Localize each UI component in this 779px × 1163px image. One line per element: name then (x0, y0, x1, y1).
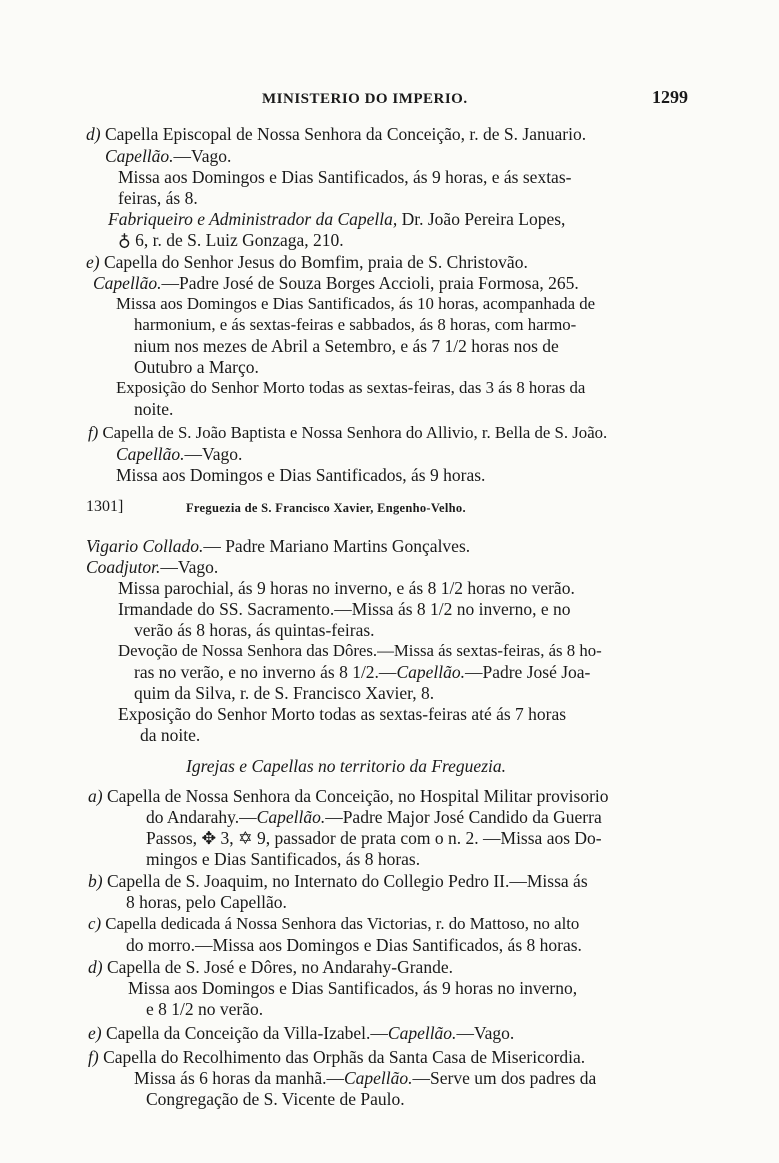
devocao-text: —Padre José Joa- (464, 662, 591, 682)
church-a-cont (146, 807, 602, 827)
capellao-label: Capellão. (93, 273, 162, 293)
order-cross-icon: ✥ (201, 828, 217, 848)
entry-title: Capella Episcopal de Nossa Senhora da Conceição, r. de S. Januario. (104, 124, 587, 144)
church-text: Capella da Conceição da Villa-Izabel.— (105, 1023, 388, 1043)
capellao-line (116, 444, 242, 464)
entry-e (86, 252, 528, 272)
coadjutor-value: —Vago. (160, 557, 219, 577)
church-text: Capella de Nossa Senhora da Conceição, no Hospital Militar provisorio (106, 786, 609, 806)
church-d-cont: e 8 1/2 no verão. (146, 999, 264, 1019)
devocao-line-cont: quim da Silva, r. de S. Francisco Xavier, 8. (134, 683, 435, 703)
capellao-label: Capellão. (387, 1023, 457, 1043)
page-number: 1299 (652, 87, 688, 107)
capellao-label: Capellão. (396, 662, 465, 682)
church-f-cont: Congregação de S. Vicente de Paulo. (146, 1089, 405, 1109)
fabriqueiro-address (118, 230, 344, 250)
missa-line: Missa aos Domingos e Dias Santificados, ás 9 horas. (116, 465, 486, 485)
vigario-line (86, 536, 470, 556)
fabriqueiro-value: Dr. João Pereira Lopes, (397, 209, 566, 229)
entry-marker: a) (88, 786, 103, 806)
church-text: Capella de S. José e Dôres, no Andarahy-Grande. (106, 957, 453, 977)
church-text: Capella dedicada á Nossa Senhora das Victorias, r. do Mattoso, no alto (105, 914, 580, 933)
missa-line-cont: feiras, ás 8. (118, 188, 198, 208)
entry-title: Capella do Senhor Jesus do Bomfim, praia de S. Christovão. (103, 252, 528, 272)
capellao-label: Capellão. (256, 807, 326, 827)
irmandade-line-cont: verão ás 8 horas, ás quintas-feiras. (134, 620, 375, 640)
church-e (88, 1023, 514, 1043)
devocao-text: ras no verão, e no inverno ás 8 1/2.— (134, 662, 397, 682)
running-header: MINISTERIO DO IMPERIO. (262, 91, 468, 107)
exposicao-line: Exposição do Senhor Morto todas as sextas-feiras até ás 7 horas (118, 704, 567, 724)
missa-line-cont: nium nos mezes de Abril a Setembro, e ás 7 1/2 horas nos de (134, 336, 559, 356)
entry-marker: e) (88, 1023, 102, 1043)
church-f (88, 1047, 585, 1067)
church-a-cont: mingos e Dias Santificados, ás 8 horas. (146, 849, 421, 869)
subheading-text: Igrejas e Capellas no territorio da Freguezia. (186, 756, 506, 776)
church-a (88, 786, 609, 806)
church-text: —Padre Major José Candido da Guerra (325, 807, 602, 827)
missa-line-cont: harmonium, e ás sextas-feiras e sabbados, ás 8 horas, com harmo- (134, 315, 577, 334)
capellao-value: —Padre José de Souza Borges Accioli, praia Formosa, 265. (161, 273, 579, 293)
capellao-value: —Vago. (184, 444, 243, 464)
decoration-symbol-icon: ♁ (118, 230, 131, 250)
coadjutor-label: Coadjutor. (86, 557, 161, 577)
church-a-cont (146, 828, 602, 848)
capellao-label: Capellão. (116, 444, 185, 464)
church-d (88, 957, 453, 977)
missa-line: Missa aos Domingos e Dias Santificados, ás 10 horas, acompanhada de (116, 294, 596, 313)
capellao-line (105, 146, 231, 166)
entry-marker: f) (88, 423, 99, 442)
church-c (88, 914, 579, 934)
church-text: do Andarahy.— (146, 807, 257, 827)
fabriqueiro-label: Fabriqueiro e Administrador da Capella, (108, 209, 398, 229)
church-text: Passos, (146, 828, 202, 848)
section-number: 1301] (86, 498, 124, 515)
address-text: 6, r. de S. Luiz Gonzaga, 210. (130, 230, 344, 250)
missa-line-cont: Outubro a Março. (134, 357, 259, 377)
capellao-value: —Vago. (173, 146, 232, 166)
capellao-label: Capellão. (105, 146, 174, 166)
entry-title: Capella de S. João Baptista e Nossa Senhora do Allivio, r. Bella de S. João. (102, 423, 608, 442)
capellao-label: Capellão. (343, 1068, 413, 1088)
order-star-icon: ✡ (237, 828, 253, 848)
devocao-line-cont (134, 662, 590, 682)
church-text: —Serve um dos padres da (412, 1068, 597, 1088)
entry-marker: c) (88, 914, 102, 933)
church-text: 9, passador de prata com o n. 2. —Missa aos Do- (252, 828, 602, 848)
church-text: Capella de S. Joaquim, no Internato do Collegio Pedro II.—Missa ás (106, 871, 588, 891)
missa-line: Missa aos Domingos e Dias Santificados, ás 9 horas, e ás sextas- (118, 167, 572, 187)
entry-marker: d) (86, 124, 101, 144)
exposicao-line-cont: noite. (134, 399, 174, 419)
irmandade-line: Irmandade do SS. Sacramento.—Missa ás 8 1/2 no inverno, e no (118, 599, 571, 619)
church-text: —Vago. (456, 1023, 515, 1043)
section-title: Freguezia de S. Francisco Xavier, Engenho-Velho. (186, 501, 466, 515)
capellao-line (93, 273, 579, 293)
entry-d (86, 124, 586, 144)
church-text: Capella do Recolhimento das Orphãs da Santa Casa de Misericordia. (103, 1047, 586, 1067)
vigario-value: — Padre Mariano Martins Gonçalves. (203, 536, 471, 556)
entry-marker: e) (86, 252, 100, 272)
entry-marker: f) (88, 1047, 99, 1067)
vigario-label: Vigario Collado. (86, 536, 204, 556)
church-b-cont: 8 horas, pelo Capellão. (126, 892, 287, 912)
exposicao-line: Exposição do Senhor Morto todas as sextas-feiras, das 3 ás 8 horas da (116, 378, 586, 397)
church-text: 3, (216, 828, 238, 848)
entry-f (88, 423, 607, 443)
subheading (186, 756, 506, 776)
missa-parochial: Missa parochial, ás 9 horas no inverno, e ás 8 1/2 horas no verão. (118, 578, 575, 598)
devocao-line: Devoção de Nossa Senhora das Dôres.—Missa ás sextas-feiras, ás 8 ho- (118, 641, 602, 660)
church-f-cont (134, 1068, 596, 1088)
coadjutor-line (86, 557, 218, 577)
fabriqueiro-line (108, 209, 565, 229)
entry-marker: b) (88, 871, 103, 891)
church-c-cont: do morro.—Missa aos Domingos e Dias Santificados, ás 8 horas. (126, 935, 582, 955)
church-d-cont: Missa aos Domingos e Dias Santificados, ás 9 horas no inverno, (128, 978, 578, 998)
entry-marker: d) (88, 957, 103, 977)
church-text: Missa ás 6 horas da manhã.— (134, 1068, 344, 1088)
church-b (88, 871, 588, 891)
exposicao-line-cont: da noite. (140, 725, 201, 745)
